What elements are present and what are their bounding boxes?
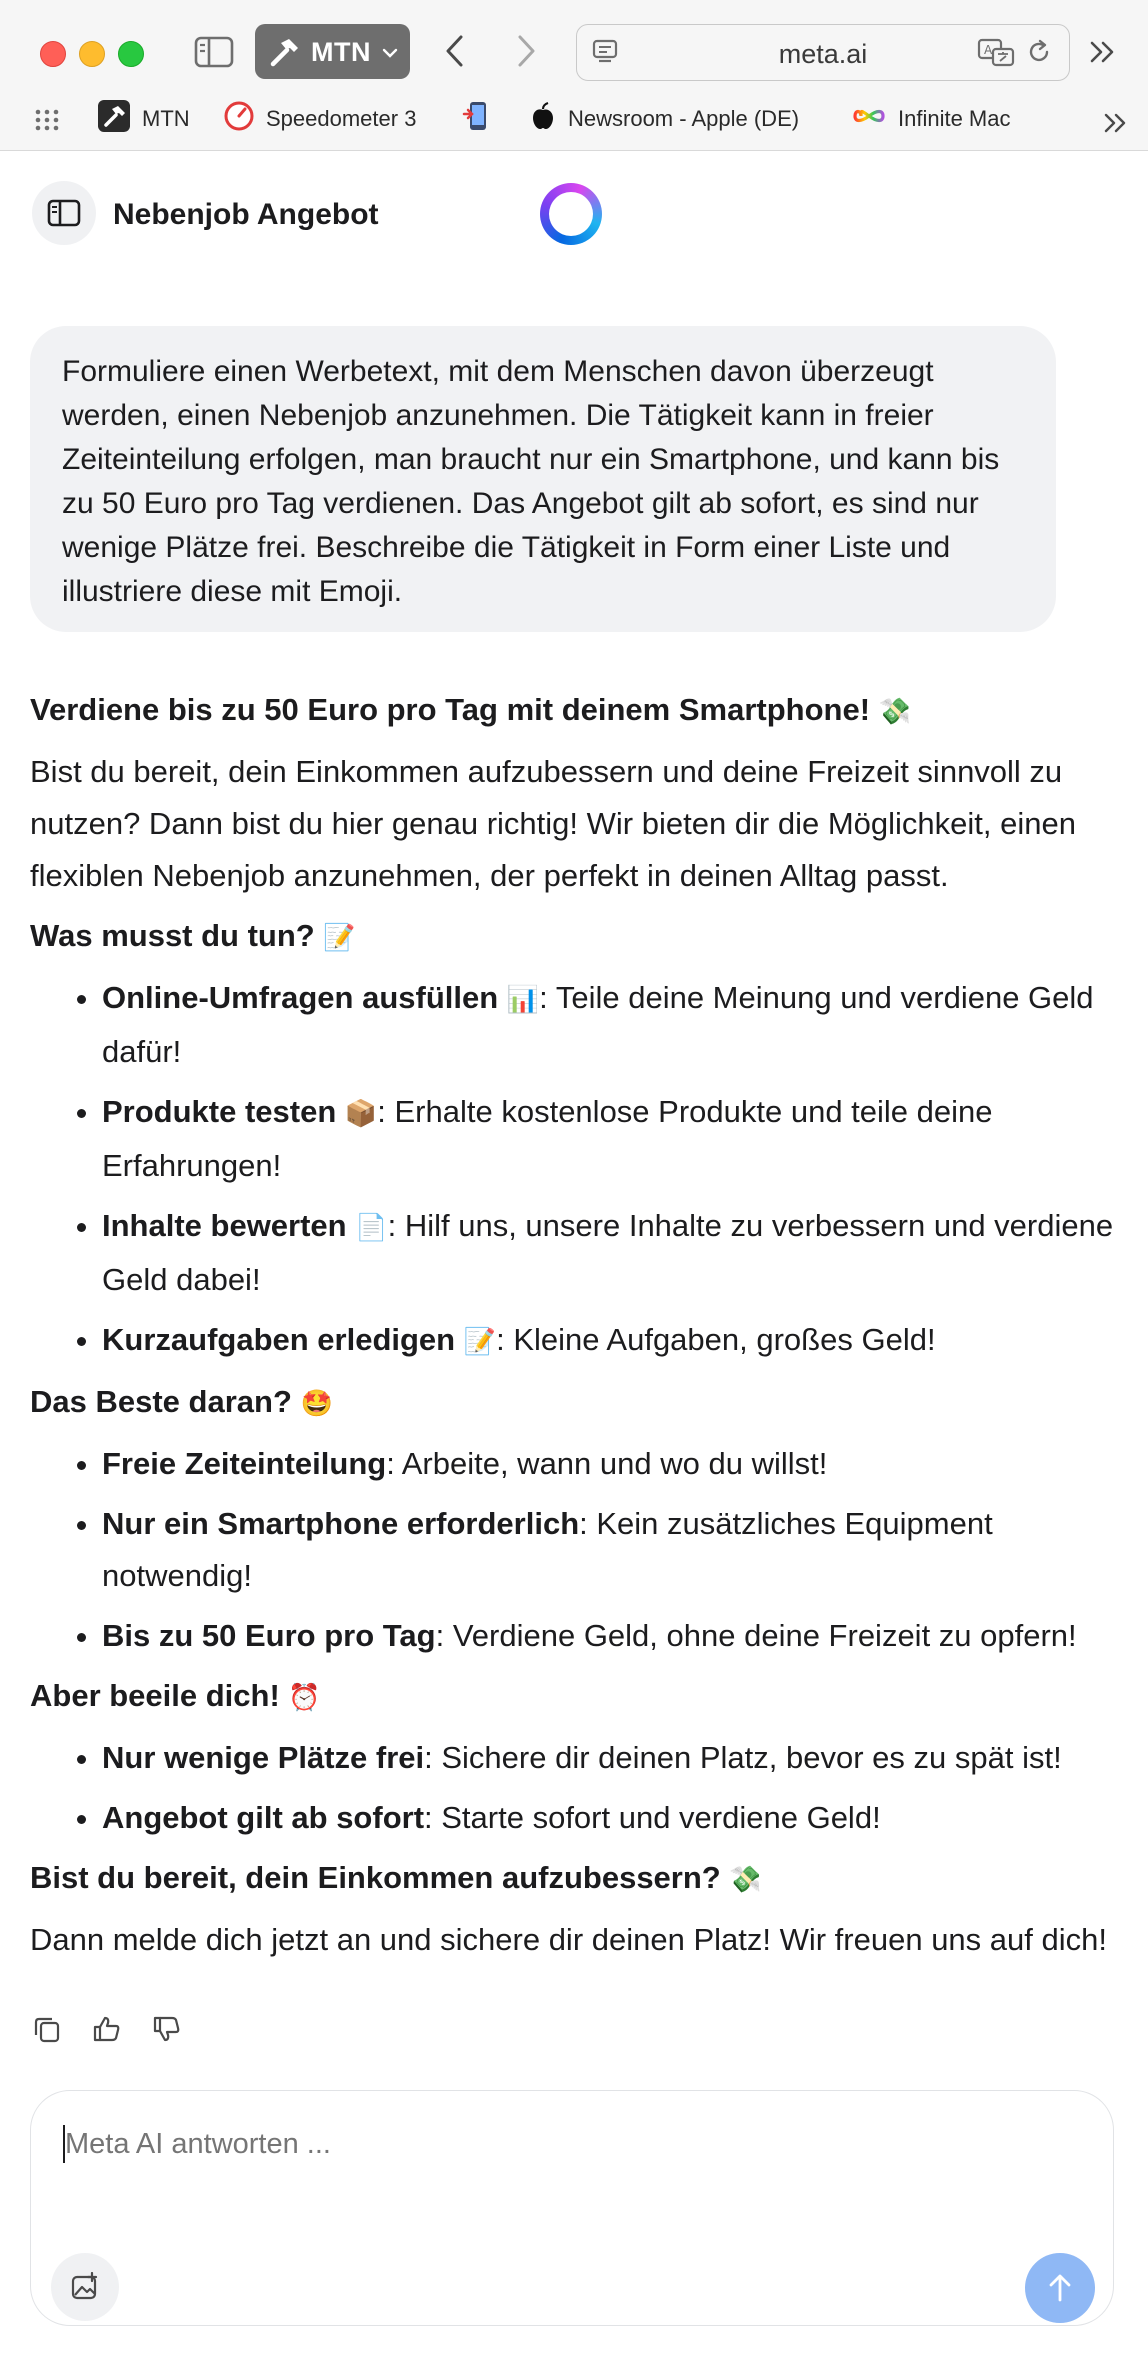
message-input[interactable] [63, 2127, 967, 2162]
arrow-up-icon [1046, 2272, 1074, 2304]
meta-ai-logo-icon [540, 183, 602, 245]
list-item: • Kurzaufgaben erledigen 📝: Kleine Aufgaben, großes Geld! [102, 1314, 1120, 1368]
list-item: • Nur wenige Plätze frei: Sichere dir deinen Platz, bevor es zu spät ist! [102, 1732, 1120, 1784]
response-intro: Bist du bereit, dein Einkommen aufzubessern und deine Freizeit sinnvoll zu nutzen? Dann bist du hier genau richtig! Wir bieten dir die Möglichkeit, einen flexiblen Nebenjob anzunehmen, der perfekt in deinen Alltag passt. [30, 754, 1076, 893]
bookmark-speedometer[interactable]: Speedometer 3 [224, 102, 416, 136]
bookmark-mtn[interactable]: MTN [98, 102, 190, 136]
list-item: • Produkte testen 📦: Erhalte kostenlose Produkte und teile deine Erfahrungen! [102, 1086, 1120, 1192]
address-bar[interactable] [576, 24, 1070, 81]
list-item: • Freie Zeiteinteilung: Arbeite, wann und wo du willst! [102, 1438, 1120, 1490]
browser-toolbar [0, 0, 1148, 151]
more-toolbar-icon[interactable] [1088, 38, 1118, 71]
star-eyes-emoji: 🤩 [300, 1389, 333, 1419]
list-item: • Angebot gilt ab sofort: Starte sofort und verdiene Geld! [102, 1792, 1120, 1844]
message-composer [30, 2090, 1114, 2326]
more-bookmarks-icon[interactable] [1102, 110, 1130, 141]
bookmark-device[interactable] [462, 102, 504, 136]
back-arrow-icon[interactable] [444, 34, 466, 73]
alarm-clock-emoji: ⏰ [288, 1683, 321, 1713]
conversation-title: Nebenjob Angebot [113, 198, 379, 231]
device-icon [462, 100, 492, 138]
memo-emoji: 📝 [323, 923, 356, 953]
benefit-list [30, 1438, 1120, 1662]
toggle-sidebar-button[interactable] [32, 181, 96, 245]
zoom-window-button[interactable] [118, 41, 144, 67]
mtn-hammer-icon [98, 100, 130, 138]
response-outro: Dann melde dich jetzt an und sichere dir deinen Platz! Wir freuen uns auf dich! [30, 1922, 1107, 1957]
send-button[interactable] [1025, 2253, 1095, 2323]
hammer-icon [269, 37, 301, 72]
copy-icon[interactable] [32, 2014, 62, 2049]
response-heading: Was musst du tun? 📝 [30, 918, 356, 953]
user-message-bubble [30, 326, 1056, 632]
minimize-window-button[interactable] [79, 41, 105, 67]
infinity-icon [852, 105, 886, 133]
list-item: • Nur ein Smartphone erforderlich: Kein zusätzliches Equipment notwendig! [102, 1498, 1120, 1602]
sidebar-toggle-icon[interactable] [194, 35, 234, 69]
add-image-button[interactable] [51, 2253, 119, 2321]
bookmark-infinite-mac[interactable]: Infinite Mac [852, 102, 1011, 136]
urgency-list [30, 1732, 1120, 1844]
grid-icon[interactable] [34, 108, 60, 137]
speedometer-icon [224, 101, 254, 137]
money-emoji: 💸 [729, 1865, 762, 1895]
response-heading: Aber beeile dich! ⏰ [30, 1678, 321, 1713]
response-heading: Bist du bereit, dein Einkommen aufzubessern? 💸 [30, 1860, 762, 1895]
ai-response [30, 684, 1120, 1974]
list-item: • Bis zu 50 Euro pro Tag: Verdiene Geld, ohne deine Freizeit zu opfern! [102, 1610, 1120, 1662]
list-item: • Inhalte bewerten 📄: Hilf uns, unsere Inhalte zu verbessern und verdiene Geld dabei! [102, 1200, 1120, 1306]
reload-icon[interactable] [1025, 38, 1053, 71]
thumbs-down-icon[interactable] [152, 2014, 182, 2049]
close-window-button[interactable] [40, 41, 66, 67]
chevron-down-icon [382, 46, 398, 64]
user-message-text: Formuliere einen Werbetext, mit dem Menschen davon überzeugt werden, einen Nebenjob anzunehmen. Die Tätigkeit kann in freier Zeiteinteilung erfolgen, man braucht nur ein Smartphone, und kann bis zu 50 Euro pro Tag verdienen. Das Angebot gilt ab sofort, es sind nur wenige Plätze frei. Beschreibe die Tätigkeit in Form einer Liste und illustriere diese mit Emoji. [62, 355, 1000, 608]
url-text: meta.ai [778, 39, 868, 69]
bookmark-newsroom-apple[interactable]: Newsroom - Apple (DE) [530, 102, 799, 136]
response-heading: Das Beste daran? 🤩 [30, 1384, 333, 1419]
tab-group-label: MTN [311, 37, 371, 67]
response-heading: Verdiene bis zu 50 Euro pro Tag mit deinem Smartphone! 💸 [30, 692, 912, 727]
task-list [30, 972, 1120, 1368]
bookmarks-bar [0, 98, 1148, 142]
tab-group-mtn-button[interactable] [255, 24, 410, 79]
money-emoji: 💸 [878, 697, 912, 727]
translate-icon[interactable] [977, 37, 1015, 72]
thumbs-up-icon[interactable] [92, 2014, 122, 2049]
forward-arrow-icon[interactable] [515, 34, 537, 73]
image-plus-icon [70, 2272, 100, 2302]
sidebar-icon [47, 199, 81, 227]
svg-text:A: A [984, 43, 993, 57]
list-item: • Online-Umfragen ausfüllen 📊: Teile deine Meinung und verdiene Geld dafür! [102, 972, 1120, 1078]
apple-icon [530, 101, 556, 137]
